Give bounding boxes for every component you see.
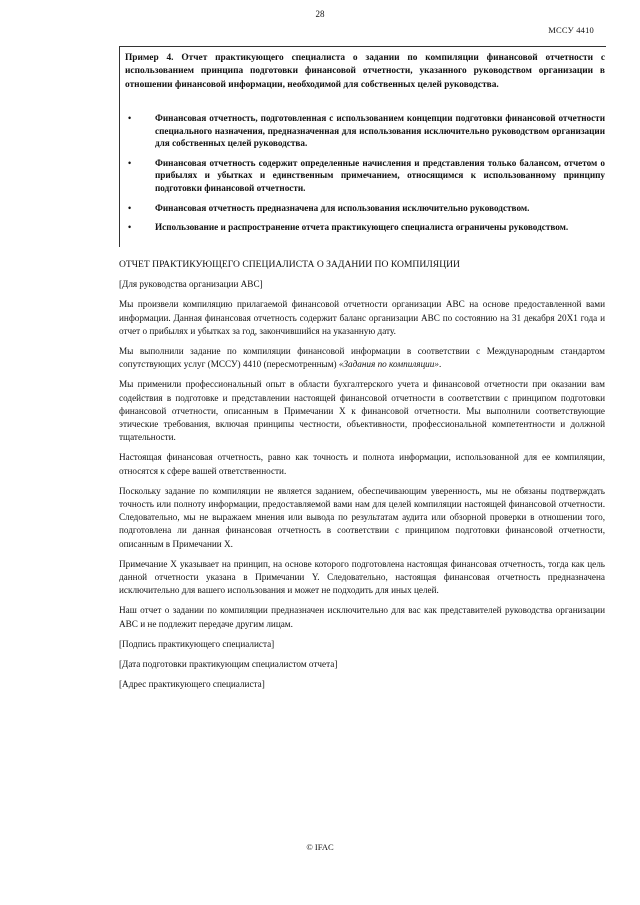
bullet-item [125, 221, 605, 234]
report-addressee: [Для руководства организации ABC] [119, 279, 263, 290]
date-placeholder: [Дата подготовки практикующим специалистом отчета] [119, 659, 338, 670]
bullet-item [125, 112, 605, 150]
report-paragraph: Наш отчет о задании по компиляции предназначен исключительно для вас как представителей руководства организации ABC и не подлежит передаче другим лицам. [119, 605, 605, 629]
bullet-icon: • [128, 222, 132, 233]
bullet-icon: • [128, 157, 132, 168]
example-bullet-list [125, 112, 605, 241]
address-placeholder: [Адрес практикующего специалиста] [119, 679, 265, 690]
bullet-icon: • [128, 202, 132, 213]
report-paragraph: Мы применили профессиональный опыт в области бухгалтерского учета и финансовой отчетности при оказании вам содействия в подготовке и представлении настоящей финансовой отчетности в соответствии с принципом подготовки финансовой отчетности, описанным в Примечании X к финансовой отчетности. Мы выполнили соответствующие этические требования, включая принципы честности, объективности, профессиональной компетентности и должной тщательности. [119, 379, 605, 443]
report-paragraph: Настоящая финансовая отчетность, равно как точность и полнота информации, использованной для ее компиляции, относятся к сфере вашей ответственности. [119, 452, 605, 476]
bullet-text: Использование и распространение отчета практикующего специалиста ограничены руководством. [155, 222, 569, 233]
report-paragraph: Мы произвели компиляцию прилагаемой финансовой отчетности организации ABC на основе предоставленной вами информации. Данная финансовая отчетность содержит баланс организации ABC по состоянию на 31 декабря 20X1 года и отчет о прибылях и убытках за год, закончившийся на указанную дату. [119, 299, 605, 336]
report-paragraph-text: Мы выполнили задание по компиляции финансовой информации в соответствии с Международным стандартом сопутствующих услуг (МССУ) 4410 (пересмотренным) [119, 346, 605, 370]
example-title: Пример 4. Отчет практикующего специалиста о задании по компиляции финансовой отчетности с использованием принципа подготовки финансовой отчетности, указанного руководством организации в отношении финансовой информации, необходимой для собственных целей руководства. [125, 53, 605, 90]
standard-name: «Задания по компиляции» [338, 359, 439, 370]
bullet-icon: • [128, 113, 132, 123]
bullet-item [125, 202, 605, 215]
report-paragraph: Примечание X указывает на принцип, на основе которого подготовлена настоящая финансовая отчетность, тогда как цель данной отчетности указана в Примечании Y. Следовательно, настоящая финансовая отчетность предназначена исключительно для вашего использования и может не подходить для иных целей. [119, 558, 605, 596]
bullet-item [125, 157, 605, 195]
compilation-report [119, 258, 605, 698]
report-title: ОТЧЕТ ПРАКТИКУЮЩЕГО СПЕЦИАЛИСТА О ЗАДАНИИ ПО КОМПИЛЯЦИИ [119, 259, 460, 270]
report-paragraph [119, 345, 605, 371]
footer-copyright: © IFAC [306, 842, 334, 852]
report-paragraph-end: . [438, 359, 442, 370]
report-paragraph: Поскольку задание по компиляции не является заданием, обеспечивающим уверенность, мы не обязаны подтверждать точность или полноту информации, предоставляемой вами нам для целей компиляции настоящей финансовой отчетности. Следовательно, мы не выражаем мнения или вывода по результатам аудита или обзорной проверки в отношении того, подготовлена ли данная финансовая отчетность в соответствии с принципом подготовки финансовой отчетности, описанным в Примечании X. [119, 485, 605, 549]
page-number: 28 [315, 9, 325, 19]
document-code: МССУ 4410 [548, 25, 594, 35]
bullet-text: Финансовая отчетность, подготовленная с использованием концепции подготовки финансовой отчетности специального назначения, предназначенная для использования исключительно руководством организации для собственных целей руководства. [155, 113, 605, 149]
bullet-text: Финансовая отчетность предназначена для использования исключительно руководством. [155, 202, 530, 213]
signature-placeholder: [Подпись практикующего специалиста] [119, 638, 275, 649]
bullet-text: Финансовая отчетность содержит определенные начисления и представления только балансом, отчетом о прибылях и убытках и единственным примечанием, относящимся к использованному принципу подготовки финансовой отчетности. [155, 157, 605, 193]
